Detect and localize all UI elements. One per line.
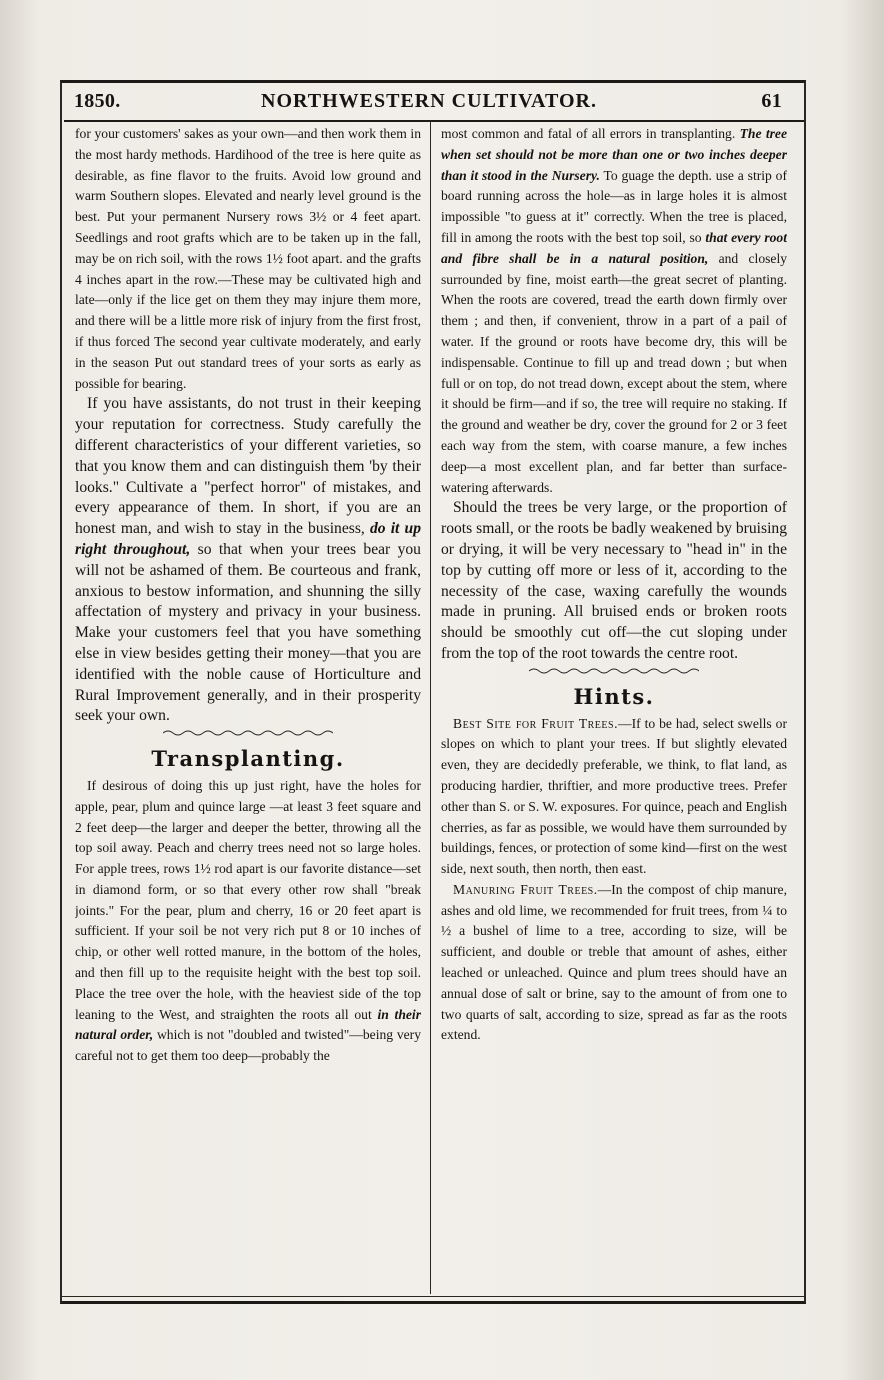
continued-text-b: To guage the depth. use a strip of board running across the hole—as in large holes it is almost impossible "to guess at it" correctly. When the tree is placed, fill in among the roots with the best top soil, so bbox=[441, 167, 787, 245]
header-year: 1850. bbox=[74, 90, 121, 112]
bottom-rule bbox=[62, 1296, 804, 1297]
transplanting-text-b: which is not "doubled and twisted"—being very careful not to get them too deep—probably the bbox=[75, 1027, 421, 1064]
transplanting-text-a: If desirous of doing this up just right, have the holes for apple, pear, plum and quince large —at least 3 feet square and 2 feet deep—the larger and deeper the better, throwing all the top soil away. Peach and cherry trees need not so large holes. For apple trees, rows 1½ rod apart is our favorite distance—set in diamond form, or so that every other row shall "break joints." For the pear, plum and cherry, 16 or 20 feet apart is sufficient. If your soil be not very rich put 8 or 10 inches of chip, or other well rotted manure, in the bottom of the holes, and then fill up to the requisite height with the best top soil. Place the tree over the hole, with the heaviest side of the top leaning to the West, and straighten the roots all out bbox=[75, 777, 421, 1022]
hint-manuring-label: Manuring Fruit Trees. bbox=[453, 881, 598, 897]
header-title: NORTHWESTERN CULTIVATOR. bbox=[261, 90, 597, 112]
header-rule bbox=[64, 120, 804, 122]
continued-text-a: most common and fatal of all errors in transplanting. bbox=[441, 126, 736, 141]
heading-hints: Hints. bbox=[573, 683, 655, 709]
intro-paragraph-2-emphasis: do it up right throughout, bbox=[75, 520, 421, 558]
column-divider bbox=[430, 122, 431, 1294]
hint-manuring-text: —In the compost of chip manure, ashes and old lime, we recommended for fruit trees, from ¼ to ½ a bushel of lime to a tree, according to size, will be sufficient, and double or treble that amount of ashes, either leached or unleached. Quince and plum trees should have an annual dose of salt or brine, say to the amount of from one to two quarts of salt, according to size, spread as far as the roots extend. bbox=[441, 881, 787, 1043]
left-column bbox=[75, 124, 421, 1294]
page-header bbox=[74, 88, 784, 118]
pruning-paragraph: Should the trees be very large, or the proportion of roots small, or the roots be badly weakened by bruising or drying, it will be very necessary to "head in" in the top by cutting off more or less of it, according to the necessity of the case, waxing carefully the wounds made in pruning. All bruised ends or broken roots should be smoothly cut off—the cut sloping under from the top of the root towards the centre root. bbox=[441, 499, 787, 662]
ornamental-rule-icon bbox=[529, 667, 699, 675]
intro-paragraph-2-text-b: so that when your trees bear you will not be ashamed of them. Be courteous and frank, anxious to bestow information, and shunning the silly affectation of mystery and privacy in your business. Make your customers feel that you have something else in view besides getting their money—that you are identified with the noble cause of Horticulture and Rural Improvement generally, and in their prosperity seek your own. bbox=[75, 540, 421, 725]
hint-manuring bbox=[441, 880, 787, 1046]
intro-paragraph-1: for your customers' sakes as your own—and then work them in the most hardy methods. Hardihood of the tree is here quite as desirable, as fine flavor to the fruits. Avoid low ground and warm Southern slopes. Elevated and nearly level ground is the best. Put your permanent Nursery rows 3½ or 4 feet apart. Seedlings and root grafts which are to be taken up in the fall, may be on rich soil, with the rows 1½ foot apart. and the grafts 4 inches apart in the row.—These may be cultivated high and late—only if the lice get on them they may injure them more, and there will be a little more risk of injury from the first frost, if thus forced The second year cultivate moderately, and early in the season Put out standard trees of your sorts as early as possible for bearing. bbox=[75, 126, 421, 391]
intro-paragraph-2 bbox=[75, 394, 421, 727]
hint-best-site-text: —If to be had, select swells or slopes on which to plant your trees. If but slightly elevated even, they are decidedly preferable, we think, to flat land, as producing hardier, thriftier, and more productive trees. Prefer other than S. or S. W. exposures. For quince, peach and English cherries, as far as possible, we would have them surrounded by buildings, fences, or protection of some kind—first on the west side, next south, then north, then east. bbox=[441, 715, 787, 877]
continued-emphasis-1: The tree when set should not be more than one or two inches deeper than it stood in the Nursery. bbox=[441, 126, 787, 183]
hint-best-site-label: Best Site for Fruit Trees. bbox=[453, 715, 618, 731]
continued-text-c: and closely surrounded by fine, moist earth—the great secret of planting. When the roots are covered, tread the earth down firmly over them ; and then, if convenient, throw in a part of a pail of water. If the ground or roots have become dry, this will be indispensable. Continue to fill up and tread down ; but when full or on top, do not tread down, except about the stem, where it should be firm—and if so, the tree will require no staking. If the ground and weather be dry, cover the ground for 2 or 3 feet each way from the stem, with coarse manure, a few inches deep—a most excellent plan, and far better than surface-watering afterwards. bbox=[441, 250, 787, 495]
right-column bbox=[441, 124, 787, 1294]
continued-emphasis-2: that every root and fibre shall be in a natural position, bbox=[441, 229, 787, 266]
hint-best-site bbox=[441, 714, 787, 880]
transplanting-paragraph bbox=[75, 776, 421, 1067]
continued-paragraph bbox=[441, 124, 787, 498]
header-page-number: 61 bbox=[761, 90, 782, 112]
intro-paragraph-2-text-a: If you have assistants, do not trust in their keeping your reputation for correctness. Study carefully the different characteristics of your different varieties, so that you know them and can distinguish them 'by their looks." Cultivate a "perfect horror" of mistakes, and every appearance of them. In short, if you are an honest man, and wish to stay in the business, bbox=[75, 395, 421, 538]
ornamental-rule-icon bbox=[163, 729, 333, 737]
transplanting-emphasis: in their natural order, bbox=[75, 1006, 421, 1043]
heading-transplanting: Transplanting. bbox=[151, 746, 345, 772]
